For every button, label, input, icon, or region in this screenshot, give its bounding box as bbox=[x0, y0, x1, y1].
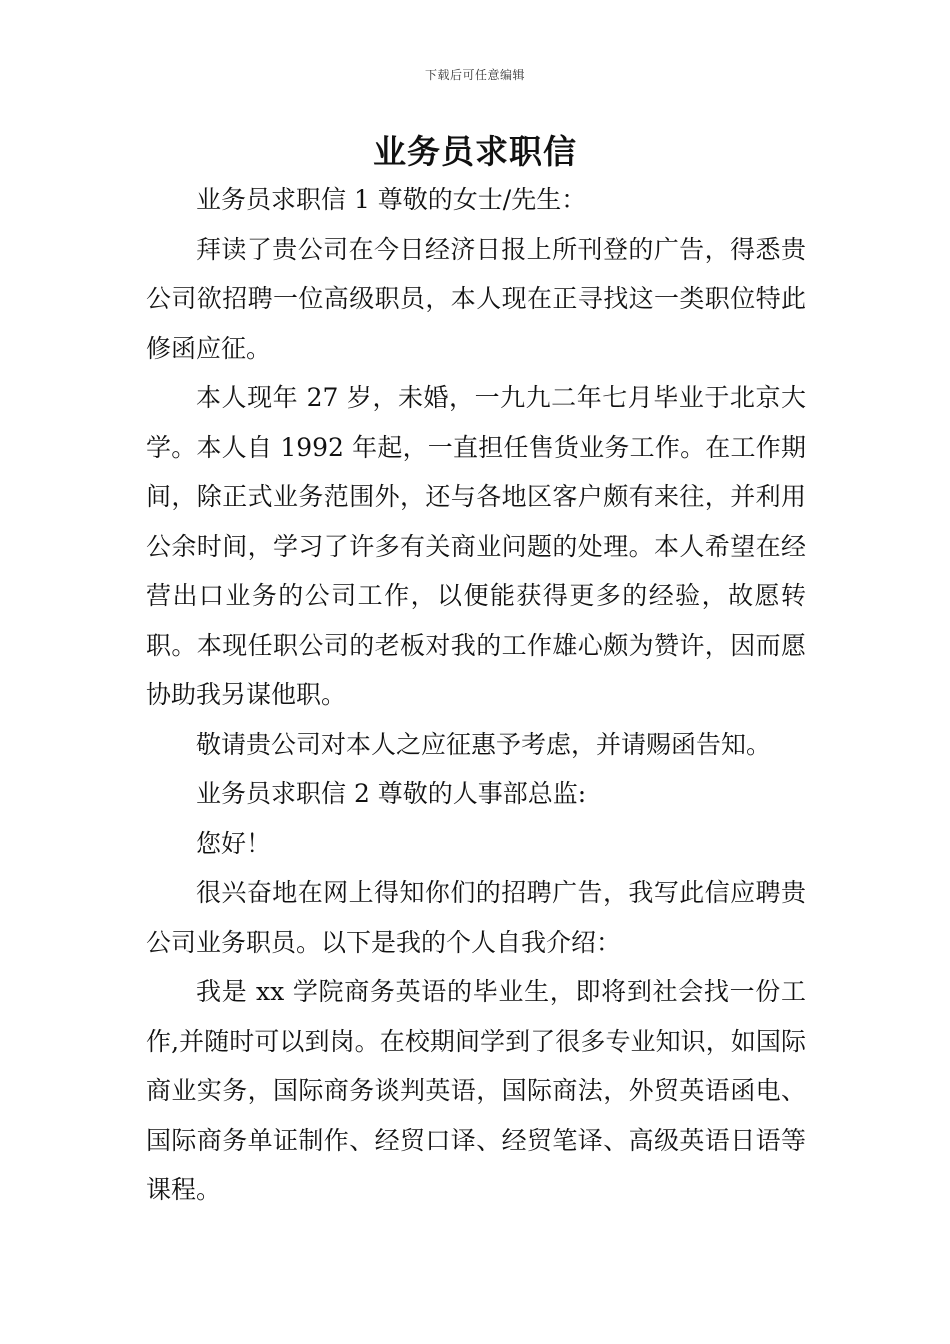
paragraph-intro-2: 很兴奋地在网上得知你们的招聘广告，我写此信应聘贵公司业务职员。以下是我的个人自我介绍： bbox=[146, 878, 806, 957]
paragraph-closing-1: 敬请贵公司对本人之应征惠予考虑，并请赐函告知。 bbox=[196, 729, 772, 759]
document-title: 业务员求职信 bbox=[373, 132, 577, 171]
document-body bbox=[146, 175, 806, 1215]
paragraph-salutation-1: 业务员求职信 1 尊敬的女士/先生： bbox=[196, 185, 587, 214]
paragraph-salutation-2: 业务员求职信 2 尊敬的人事部总监: bbox=[196, 779, 587, 808]
paragraph-education-2: 我是 xx 学院商务英语的毕业生，即将到社会找一份工作,并随时可以到岗。在校期间学到了很多专业知识，如国际商业实务，国际商务谈判英语，国际商法，外贸英语函电、国际商务单证制作、经贸口译、经贸笔译、高级英语日语等课程。 bbox=[146, 977, 806, 1204]
paragraph-background-1: 本人现年 27 岁，未婚，一九九二年七月毕业于北京大学。本人自 1992 年起，一直担任售货业务工作。在工作期间，除正式业务范围外，还与各地区客户颇有来往，并利用公余时间，学习了许多有关商业问题的处理。本人希望在经营出口业务的公司工作，以便能获得更多的经验，故愿转职。本现任职公司的老板对我的工作雄心颇为赞许，因而愿协助我另谋他职。 bbox=[146, 383, 806, 709]
paragraph-greeting-2: 您好！ bbox=[196, 828, 272, 858]
header-note: 下载后可任意编辑 bbox=[424, 68, 525, 82]
paragraph-intro-1: 拜读了贵公司在今日经济日报上所刊登的广告，得悉贵公司欲招聘一位高级职员，本人现在正寻找这一类职位特此修函应征。 bbox=[146, 234, 806, 363]
